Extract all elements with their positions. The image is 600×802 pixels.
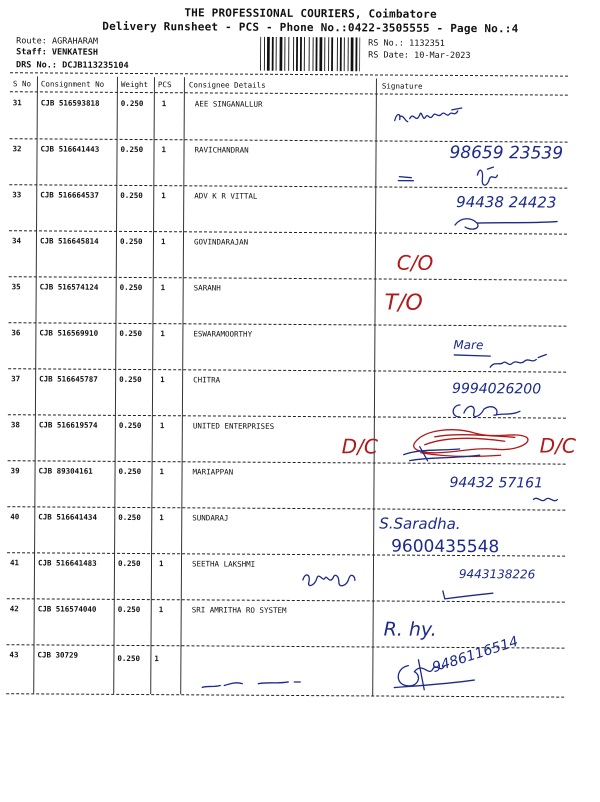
signature-row-43-left — [198, 671, 308, 694]
signature-row-31 — [392, 105, 472, 129]
row-pcs: 1 — [160, 375, 165, 385]
signature-row-38 — [400, 441, 490, 466]
signature-row-36 — [450, 351, 560, 374]
drs-number: DRS No.: DCJB113235104 — [16, 60, 129, 71]
row-sno: 33 — [12, 190, 22, 200]
row-consignment-no: CJB 516641443 — [40, 144, 100, 154]
row-consignment-no: CJB 516569910 — [39, 328, 99, 338]
signature-row-32 — [397, 165, 517, 192]
signature-row-39 — [531, 493, 561, 505]
row-weight: 0.250 — [120, 190, 143, 201]
rs-number: RS No.: 1132351 — [368, 38, 445, 49]
route-label: Route: AGRAHARAM — [16, 36, 99, 47]
handwritten-phone-row-39: 94432 57161 — [449, 474, 544, 492]
col-header-pcs: PCS — [157, 80, 172, 90]
row-consignee: AEE SINGANALLUR — [194, 99, 263, 109]
handwritten-phone-row-41: 9443138226 — [458, 566, 536, 582]
row-consignment-no: CJB 89304161 — [38, 466, 93, 476]
row-weight: 0.250 — [118, 512, 141, 523]
col-header-weight: Weight — [120, 79, 149, 90]
row-consignment-no: CJB 516593818 — [40, 98, 100, 108]
row-weight: 0.250 — [117, 604, 141, 615]
barcode — [260, 37, 360, 72]
row-sno: 40 — [10, 512, 20, 522]
row-sno: 39 — [10, 466, 20, 476]
row-weight: 0.250 — [119, 374, 142, 385]
row-consignment-no: CJB 516641483 — [37, 558, 97, 568]
signature-row-37 — [448, 399, 528, 421]
signature-row-33 — [451, 215, 561, 234]
handwritten-mark-row-35: T/O — [384, 290, 423, 316]
row-pcs: 1 — [154, 654, 159, 664]
handwritten-phone-row-32: 98659 23539 — [449, 142, 564, 164]
row-consignment-no: CJB 516664537 — [40, 190, 99, 200]
row-consignee: MARIAPPAN — [192, 467, 234, 477]
signature-row-41-b — [439, 587, 499, 601]
row-pcs: 1 — [160, 329, 165, 339]
row-pcs: 1 — [160, 237, 166, 247]
handwritten-mark-row-38-left: D/C — [341, 434, 378, 459]
row-sno: 34 — [11, 236, 22, 246]
row-pcs: 1 — [159, 513, 164, 523]
row-consignment-no: CJB 516619574 — [38, 420, 98, 430]
row-pcs: 1 — [159, 467, 165, 477]
row-weight: 0.250 — [119, 282, 143, 293]
row-weight: 0.250 — [120, 98, 144, 109]
row-consignment-no: CJB 516574040 — [37, 604, 97, 614]
runsheet-title: Delivery Runsheet - PCS - Phone No.:0422-3505555 - Page No.:4 — [102, 19, 519, 36]
row-pcs: 1 — [160, 283, 166, 293]
handwritten-phone-row-33: 94438 24423 — [456, 192, 557, 212]
col-header-consignment: Consignment No — [40, 79, 105, 89]
row-sno: 38 — [10, 420, 20, 430]
row-consignee: GOVINDARAJAN — [193, 237, 249, 247]
company-title: THE PROFESSIONAL COURIERS, Coimbatore — [184, 6, 437, 21]
row-weight: 0.250 — [118, 466, 142, 477]
col-header-consignee: Consignee Details — [188, 80, 266, 90]
row-consignee: ESWARAMOORTHY — [193, 329, 253, 339]
handwritten-mark-row-38-right: D/C — [539, 433, 576, 458]
row-pcs: 1 — [158, 559, 164, 569]
handwritten-name-row-40: S.Saradha. — [379, 514, 461, 533]
table-header-rule — [10, 91, 568, 95]
handwritten-phone-row-40: 9600435548 — [391, 536, 500, 558]
rs-date: RS Date: 10-Mar-2023 — [368, 50, 471, 62]
row-sno: 37 — [11, 374, 21, 384]
row-consignee: ADV K R VITTAL — [194, 191, 258, 201]
row-consignment-no: CJB 516645787 — [39, 374, 98, 384]
col-header-signature: Signature — [381, 81, 423, 91]
row-sno: 31 — [12, 98, 22, 108]
handwritten-name-row-36: Mare — [453, 337, 484, 353]
row-consignment-no: CJB 516641434 — [38, 512, 98, 522]
row-weight: 0.250 — [120, 144, 144, 155]
row-sno: 32 — [12, 144, 22, 154]
staff-label: Staff: VENKATESH — [16, 47, 99, 58]
row-consignee: RAVICHANDRAN — [194, 145, 249, 155]
row-sno: 36 — [11, 328, 21, 338]
row-pcs: 1 — [159, 421, 165, 431]
row-consignee: SUNDARAJ — [192, 513, 229, 523]
table-top-rule — [10, 72, 568, 76]
signature-row-41 — [299, 566, 359, 592]
row-weight: 0.250 — [117, 558, 141, 569]
row-sno: 42 — [9, 604, 19, 614]
handwritten-phone-row-43: 9486116514 — [430, 633, 521, 677]
row-weight: 0.250 — [118, 420, 142, 431]
handwritten-phone-row-37: 9994026200 — [452, 380, 542, 398]
row-sno: 35 — [11, 282, 21, 292]
row-pcs: 1 — [161, 145, 167, 155]
row-consignee: SEETHA LAKSHMI — [191, 559, 256, 569]
row-sno: 43 — [9, 650, 19, 660]
row-pcs: 1 — [161, 191, 166, 201]
row-weight: 0.250 — [119, 236, 143, 247]
row-consignee: UNITED ENTERPRISES — [192, 421, 275, 431]
row-weight: 0.250 — [117, 653, 141, 664]
row-pcs: 1 — [161, 99, 167, 109]
handwritten-mark-row-34: C/O — [396, 250, 434, 275]
row-weight: 0.250 — [119, 328, 143, 339]
row-consignee: SRI AMRITHA RO SYSTEM — [191, 605, 287, 615]
col-header-sno: S No — [12, 79, 32, 89]
row-consignee: SARANH — [193, 283, 221, 293]
row-consignment-no: CJB 30729 — [37, 650, 79, 660]
row-consignee: CHITRA — [193, 375, 221, 385]
handwritten-name-row-42: R. hy. — [383, 618, 437, 641]
row-consignment-no: CJB 516574124 — [39, 282, 99, 292]
row-sno: 41 — [9, 558, 20, 568]
row-consignment-no: CJB 516645814 — [39, 236, 99, 246]
row-pcs: 1 — [158, 605, 164, 615]
